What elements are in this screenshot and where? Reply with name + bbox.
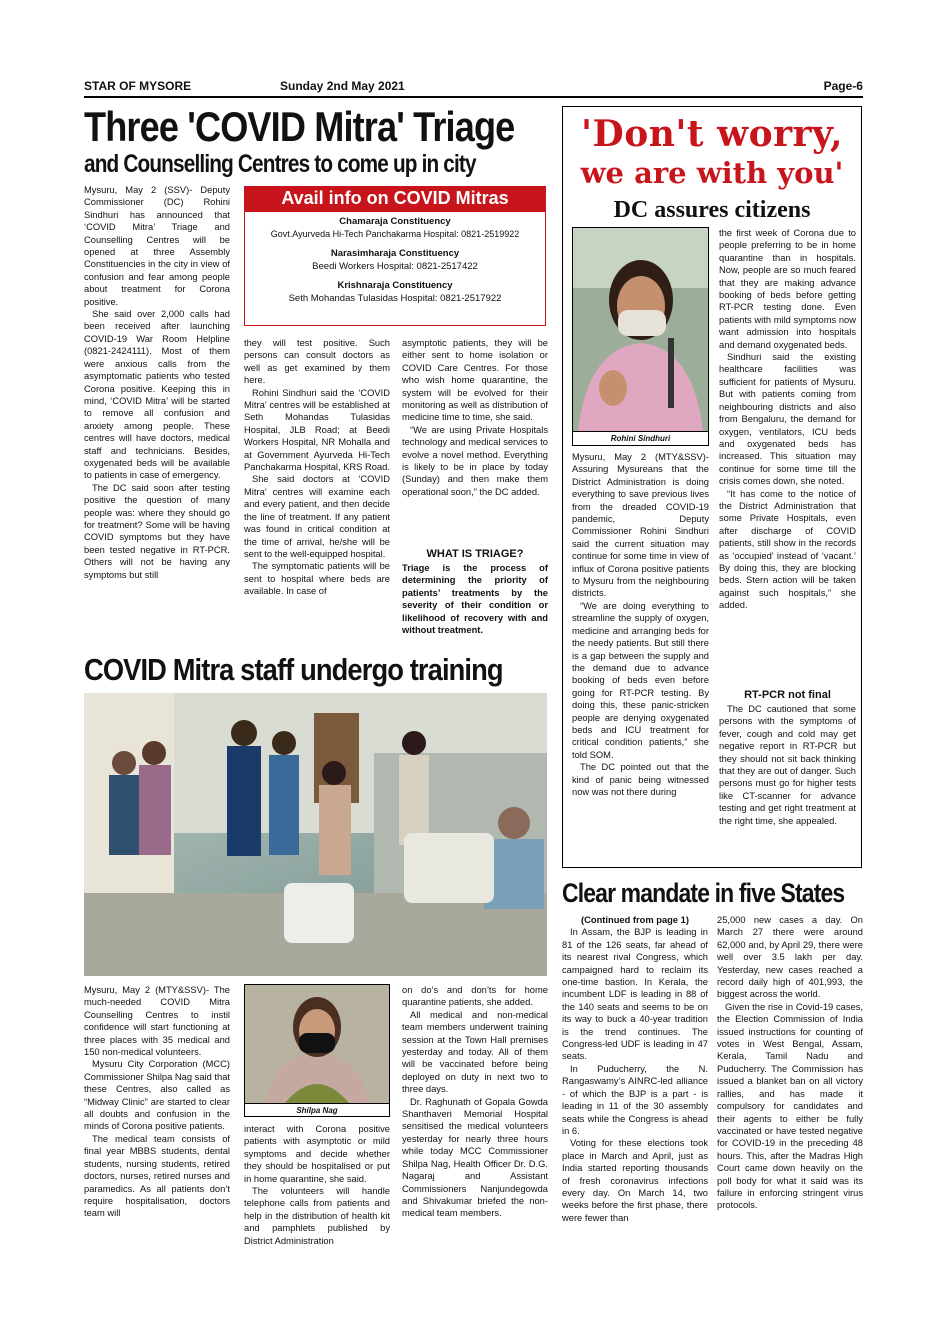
story1-column-3 bbox=[402, 337, 548, 547]
photo-caption: Rohini Sindhuri bbox=[573, 431, 708, 445]
paragraph: The medical team consists of final year MBBS students, dental students, nursing students, retired doctors, nurses, retired nurses and paramedics. As all patients don’t require hospitalisation, doctors team will bbox=[84, 1133, 230, 1219]
story3-column-3 bbox=[402, 984, 548, 1274]
paragraph: Rohini Sindhuri said the ‘COVID Mitra’ centres will be established at Seth Mohandas Tulasidas Hospital, JLB Road; at Beedi Workers Hospital, NR Mohalla and at Government Ayurveda Hi-Tech Panchakarma Hospital, KRS Road. bbox=[244, 387, 390, 473]
paragraph: on do’s and don’ts for home quarantine patients, she added. bbox=[402, 985, 548, 1008]
constituency-name: Krishnaraja Constituency bbox=[337, 280, 453, 291]
paragraph: Sindhuri said the existing healthcare facilities was sufficient for patients of Mysuru. But with patients coming from neighbouring districts and also from Bengaluru, the demand for oxygen, ventilators, ICU beds and oxygenated beds has increased. This situation may continue for some time till the crisis comes down, she noted. bbox=[719, 352, 856, 487]
paragraph: The DC said soon after testing positive the question of many people was: where they should go for treatment? Some will be having COVID symptoms but they have been tested negative in RT-PCR. Others will not be having any symptoms but still bbox=[84, 482, 230, 580]
shilpa-nag-portrait bbox=[245, 985, 389, 1103]
hospital-contact: Seth Mohandas Tulasidas Hospital: 0821-2517922 bbox=[288, 293, 502, 304]
story2-title-line1: 'Don't worry, bbox=[580, 113, 844, 155]
paragraph: “It has come to the notice of the District Administration that some Private Hospitals, even after discharge of COVID patients, still show in the records as ‘occupied’ instead of ‘vacant.’ By doing this, they are blocking beds. Stern action will be taken against such hospitals,” she added. bbox=[719, 488, 856, 611]
shilpa-nag-photo-frame bbox=[244, 984, 390, 1117]
rohini-sindhuri-photo-frame bbox=[572, 227, 709, 446]
story1-title: Three 'COVID Mitra' Triage bbox=[84, 103, 515, 150]
infobox-title: Avail info on COVID Mitras bbox=[244, 186, 546, 211]
training-scene-illustration bbox=[84, 693, 547, 976]
story1-subtitle: and Counselling Centres to come up in city bbox=[84, 150, 476, 178]
paragraph: the first week of Corona due to people preferring to be in home quarantine than in hospitals. Now, people are so much feared that they are making advance booking of beds before getting RT-PCR testing done. Even patients with mild symptoms now want admission into hospitals and demand oxygenated beds. bbox=[719, 228, 856, 350]
constituency-name: Narasimharaja Constituency bbox=[330, 248, 460, 259]
paragraph: Voting for these elections took place in March and April, just as India started reporting thousands of fresh coronavirus infections every day. On March 14, two weeks before the first phase, there were fewer than bbox=[562, 1138, 708, 1223]
paragraph: 25,000 new cases a day. On March 27 there were around 62,000 and, by April 29, there were well over 3.5 lakh per day. Yesterday, new cases reached a record daily high of 401,993, the biggest across the world. bbox=[717, 915, 863, 1000]
story2-column-2 bbox=[719, 227, 856, 687]
constituency-name: Chamaraja Constituency bbox=[339, 216, 451, 227]
paper-name: STAR OF MYSORE bbox=[84, 79, 192, 93]
paragraph: All medical and non-medical team members underwent training session at the Town Hall premises yesterday and today. All of them will be vaccinated before being deployed on duty in next two to three days. bbox=[402, 1009, 548, 1095]
story1-column-1 bbox=[84, 184, 230, 644]
paragraph: “We are doing everything to streamline the supply of oxygen, medicine and arranging beds for the needy patients. But still there is a gap between the supply and the demand due to advance booking of beds even before going for RT-PCR testing. By doing this, these panic-stricken people are denying oxygenated beds and ICU treatment for critical condition patients,” she told SOM. bbox=[572, 600, 709, 760]
rohini-sindhuri-portrait bbox=[573, 228, 708, 431]
triage-definition: Triage is the process of determining the priority of patients’ treatments by the severity of their condition or likelihood of recovery with and without treatment. bbox=[402, 563, 548, 636]
paragraph: The symptomatic patients will be sent to hospital where beds are available. In case of bbox=[244, 561, 390, 597]
page-number: Page-6 bbox=[823, 79, 863, 93]
story3-column-1 bbox=[84, 984, 230, 1270]
paragraph: Mysuru, May 2 (MTY&SSV)- Assuring Mysureans that the District Administration is doing everything to save previous lives from the dreaded COVID-19 pandemic, Deputy Commissioner Rohini Sindhuri said the current situation may continue for some time in view of influx of Corona positive patients to Mysuru from the neighbouring districts. bbox=[572, 452, 709, 599]
story2-title-line2: we are with you' bbox=[580, 156, 844, 190]
hospital-contact: Beedi Workers Hospital: 0821-2517422 bbox=[312, 261, 478, 272]
paragraph: In Assam, the BJP is leading in 81 of the 126 seats, far ahead of its nearest rival Congress, which campaigned hard to reclaim its one-time bastion. In Kerala, the incumbent LDF is leading in 88 of the 140 seats and seems to be on its way to buck a 40-year tradition is the trend continues. The Congress-led UDF is leading in 47 seats. bbox=[562, 927, 708, 1062]
story2-column-1 bbox=[572, 451, 709, 857]
paragraph: Mysuru City Corporation (MCC) Commissioner Shilpa Nag said that these Centres, also called as “Midway Clinic” are started to clear all doubts and confusion in the minds of Corona positive patients. bbox=[84, 1059, 230, 1132]
paragraph: Mysuru, May 2 (MTY&SSV)- The much-needed COVID Mitra Counselling Centres to instil confidence will start functioning at three places with 35 medical and 150 non-medical volunteers. bbox=[84, 985, 230, 1058]
paragraph: The volunteers will handle telephone calls from patients and help in the distribution of health kit and pamphlets published by District Administration bbox=[244, 1186, 390, 1246]
paragraph: Mysuru, May 2 (SSV)- Deputy Commissioner (DC) Rohini Sindhuri has announced that ‘COVID Mitra’ Triage and Counselling Centres will be opened at three Assembly Constituencies in the city in view of confusion and fear among people about treatment for Corona positive. bbox=[84, 185, 230, 307]
continued-note: (Continued from page 1) bbox=[581, 915, 689, 925]
story2-column-2b bbox=[719, 703, 856, 859]
paragraph: asymptotic patients, they will be either sent to home isolation or COVID Care Centres. For those who wish home quarantine, the system will be evolved for their monitoring as well as distribution of medicine time to time, she said. bbox=[402, 338, 548, 423]
paragraph: She said over 2,000 calls had been received after launching COVID-19 War Room Helpline (0821-2424111). Most of them were anxious calls from the asymptomatic patients who tested Corona positive. Keeping this in mind, ‘COVID Mitra’ will be started to remove all confusion and anxiety among people. These centres will have doctors, medical staff and technicians. Besides, oxygenated beds will be available to patients in case of emergency. bbox=[84, 309, 230, 481]
story1-column-2 bbox=[244, 337, 390, 645]
infobox bbox=[244, 211, 546, 326]
story4-column-1 bbox=[562, 914, 708, 1270]
paragraph: Given the rise in Covid-19 cases, the Election Commission of India issued instructions for counting of votes in West Bengal, Assam, Kerala, Tamil Nadu and Puducherry. The Commission has issued a blanket ban on all victory rallies, and has made it compulsory for candidates and their agents to either be fully vaccinated or have tested negative for COVID-19 in the preceding 48 hours. This, after the Madras High Court came down heavily on the poll body for what it said was its failure in enforcing stringent virus protocols. bbox=[717, 1001, 863, 1211]
story4-column-2 bbox=[717, 914, 863, 1270]
paragraph: The DC pointed out that the kind of panic being witnessed now was not there during bbox=[572, 762, 709, 797]
paragraph: interact with Corona positive patients with asymptotic or mild symptoms and decide whether they should be hospitalised or put in home quarantine, she said. bbox=[244, 1124, 390, 1184]
paragraph: In Puducherry, the N. Rangaswamy’s AINRC-led alliance - of which the BJP is a part - is leading in 11 of the 30 assembly seats while the Congress is ahead in 6. bbox=[562, 1063, 708, 1136]
paragraph: Dr. Raghunath of Gopala Gowda Shanthaveri Memorial Hospital sensitised the medical volunteers yesterday for nearly three hours while today MCC Commissioner Shilpa Nag, Health Officer Dr. D.G. Nagaraj and Assistant Commissioners Nanjundegowda and Shivakumar briefed the non-medical team members. bbox=[402, 1096, 548, 1219]
training-photo bbox=[84, 693, 547, 976]
hospital-contact: Govt.Ayurveda Hi-Tech Panchakarma Hospital: 0821-2519922 bbox=[270, 229, 520, 239]
paragraph: they will test positive. Such persons can consult doctors as well as get examined by them here. bbox=[244, 338, 390, 386]
story4-title: Clear mandate in five States bbox=[562, 878, 845, 908]
paragraph: The DC cautioned that some persons with the symptoms of fever, cough and cold may get negative report in RT-PCR but they should not sit back thinking that they are out of danger. Such persons must go for higher tests like CT-scanner for advance testing and get right treatment at the right time, she appealed. bbox=[719, 704, 856, 826]
photo-caption: Shilpa Nag bbox=[245, 1103, 389, 1117]
story3-title: COVID Mitra staff undergo training bbox=[84, 652, 503, 687]
page-header bbox=[84, 80, 863, 98]
rtpcr-heading: RT-PCR not final bbox=[744, 689, 831, 701]
story2-subtitle: DC assures citizens bbox=[613, 197, 811, 223]
page-date: Sunday 2nd May 2021 bbox=[280, 79, 405, 93]
paragraph: “We are using Private Hospitals technology and medical services to evolve a novel method. Everything is likely to be in place by today (Sunday) and then make them operational soon,” the DC added. bbox=[402, 424, 548, 497]
paragraph: She said doctors at ‘COVID Mitra’ centres will examine each and every patient, and then decide the line of treatment. If any patient was found in critical condition at the time of arrival, he/she will be sent to the well-equipped hospital. bbox=[244, 474, 390, 559]
triage-heading: WHAT IS TRIAGE? bbox=[426, 548, 524, 560]
story3-column-2 bbox=[244, 1123, 390, 1273]
